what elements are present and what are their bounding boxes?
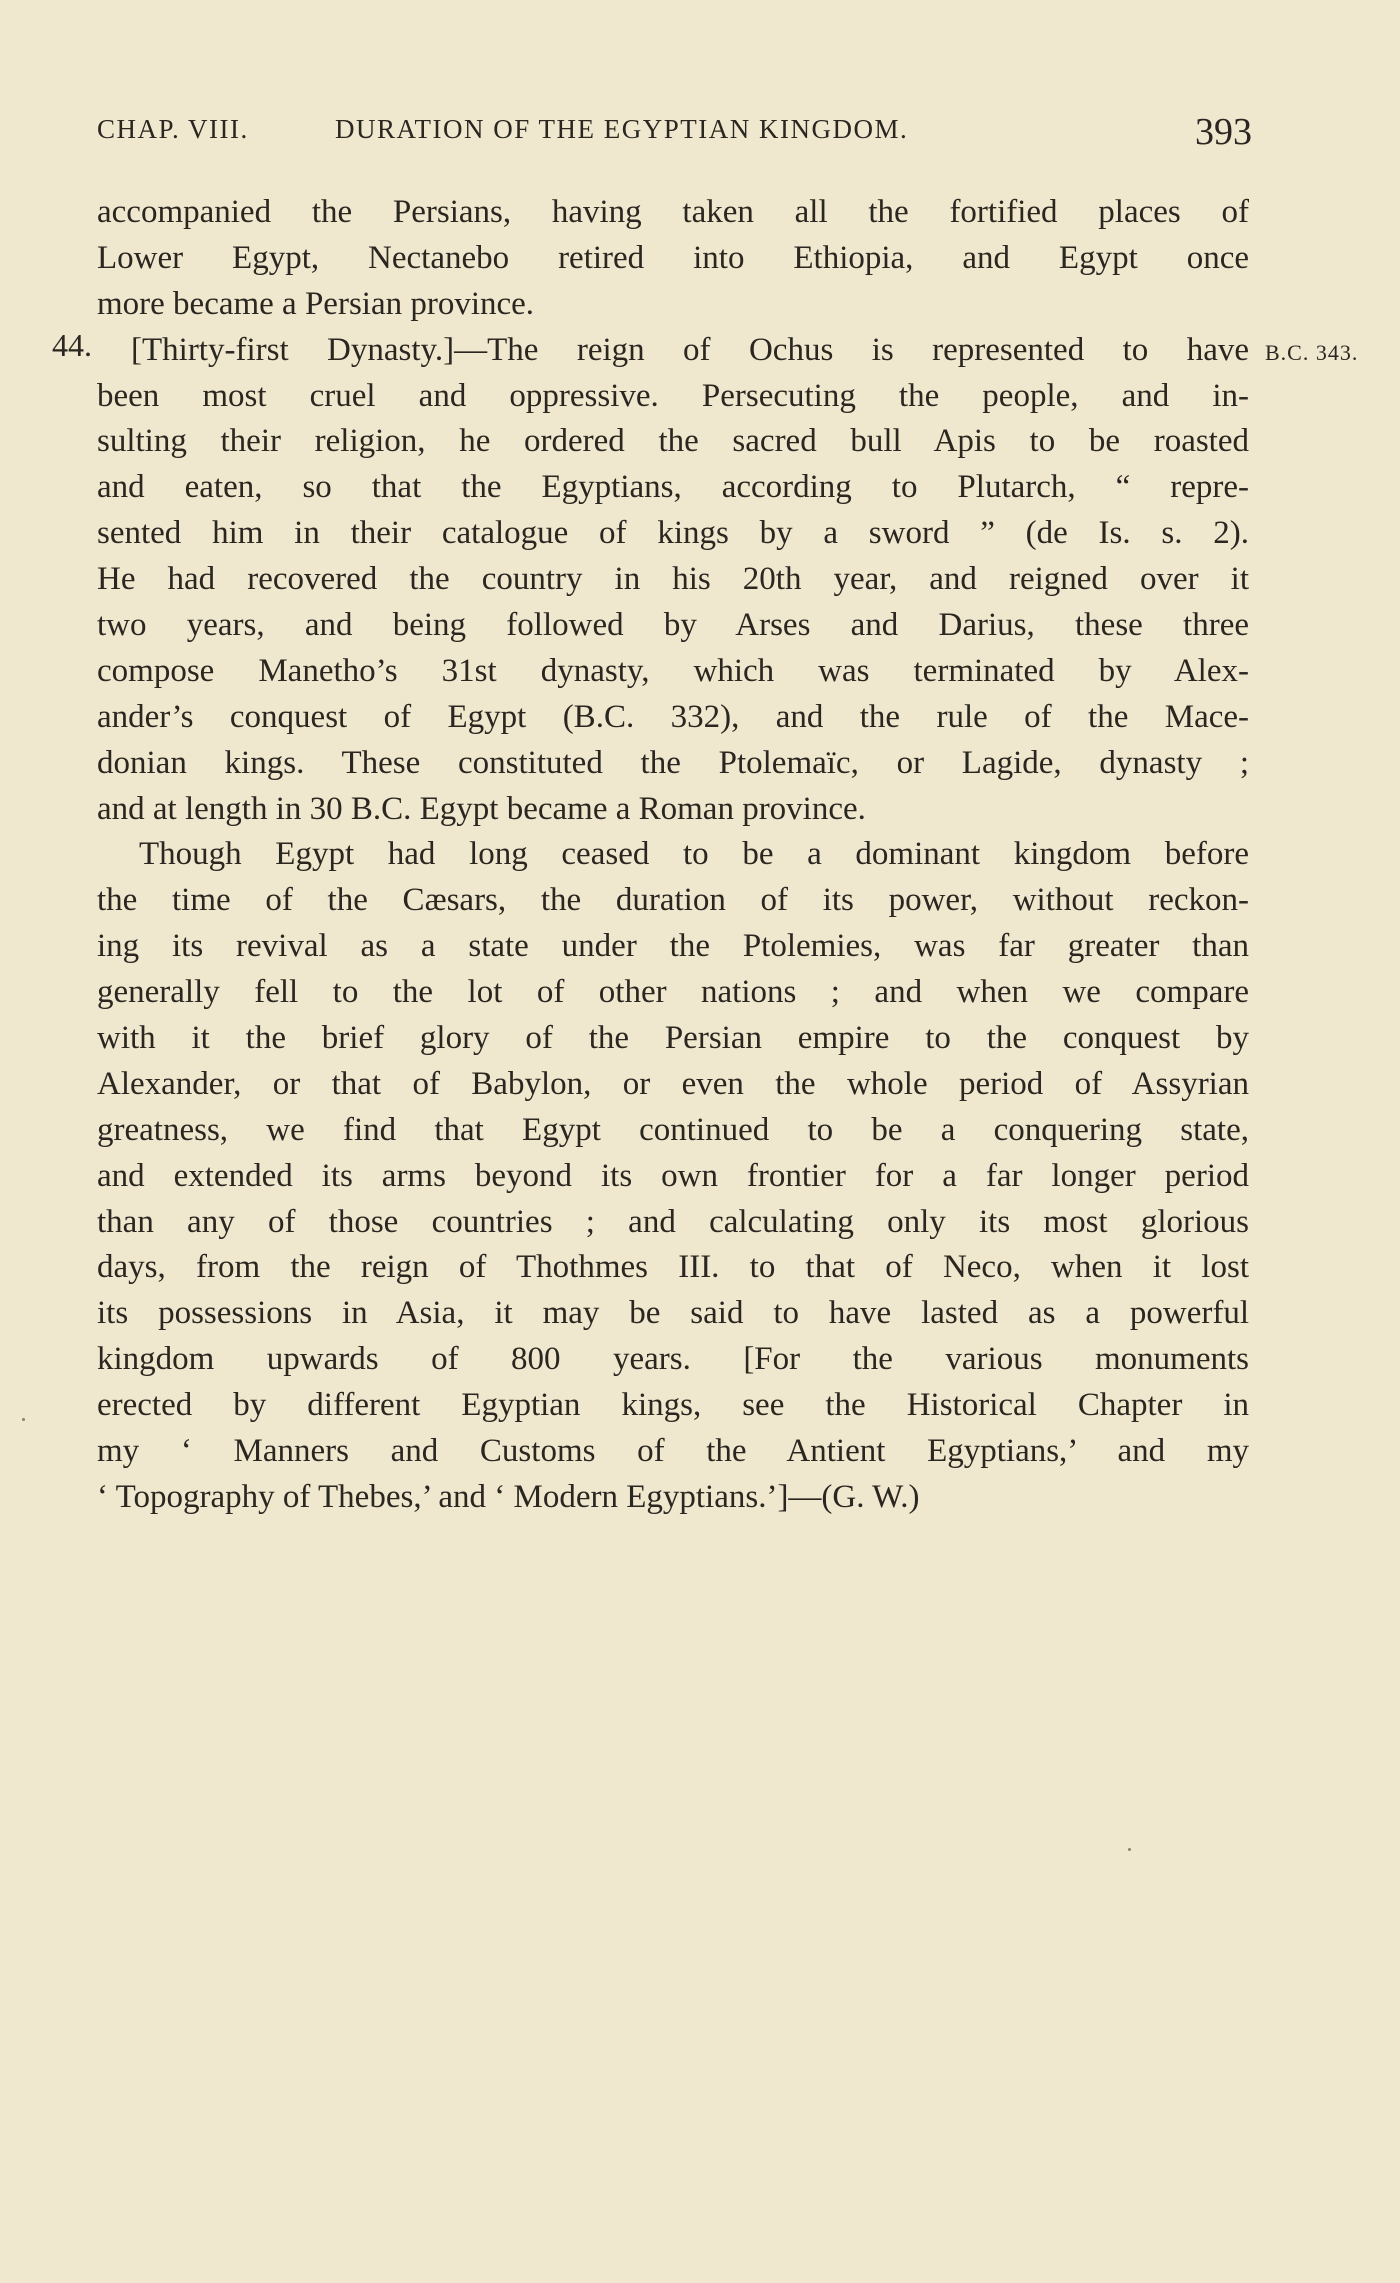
text-line: compose Manetho’s 31st dynasty, which was terminated by Alex- [97,652,1249,689]
text-line: greatness, we find that Egypt continued to be a conquering state, [97,1111,1249,1148]
text-line: with it the brief glory of the Persian empire to the conquest by [97,1020,1249,1057]
text-line: [Thirty-first Dynasty.]—The reign of Ochus is represented to have [131,331,1249,368]
text-line: Alexander, or that of Babylon, or even the whole period of Assyrian [97,1065,1249,1102]
text-line: the time of the Cæsars, the duration of its power, without reckon- [97,882,1249,919]
text-line: ‘ Topography of Thebes,’ and ‘ Modern Egyptians.’]—(G. W.) [97,1478,920,1515]
text-line: erected by different Egyptian kings, see the Historical Chapter in [97,1387,1249,1424]
text-line: and extended its arms beyond its own frontier for a far longer period [97,1157,1249,1194]
margin-date-note: B.C. 343. [1265,340,1359,365]
text-line: He had recovered the country in his 20th year, and reigned over it [97,561,1249,598]
chapter-label: CHAP. VIII. [97,114,249,144]
running-title: DURATION OF THE EGYPTIAN KINGDOM. [335,114,909,144]
text-line: my ‘ Manners and Customs of the Antient Egyptians,’ and my [97,1433,1249,1470]
text-line: than any of those countries ; and calculating only its most glorious [97,1203,1249,1240]
text-line: and at length in 30 B.C. Egypt became a Roman province. [97,790,866,827]
paper-speck [1128,1848,1131,1851]
paper-speck [22,1418,25,1421]
text-line: two years, and being followed by Arses and Darius, these three [97,607,1249,644]
text-line: sented him in their catalogue of kings by a sword ” (de Is. s. 2). [97,515,1249,552]
text-line: Though Egypt had long ceased to be a dominant kingdom before [139,836,1249,873]
text-line: kingdom upwards of 800 years. [For the various monuments [97,1341,1249,1378]
text-line: ing its revival as a state under the Ptolemies, was far greater than [97,928,1249,965]
text-line: donian kings. These constituted the Ptolemaïc, or Lagide, dynasty ; [97,744,1249,781]
text-line: and eaten, so that the Egyptians, according to Plutarch, “ repre- [97,469,1249,506]
section-number: 44. [52,327,92,363]
text-line: ander’s conquest of Egypt (B.C. 332), and the rule of the Mace- [97,698,1249,735]
body-text [97,190,1249,1521]
text-line: generally fell to the lot of other nations ; and when we compare [97,974,1249,1011]
text-line: more became a Persian province. [97,285,535,322]
text-line: Lower Egypt, Nectanebo retired into Ethiopia, and Egypt once [97,239,1249,276]
text-line: accompanied the Persians, having taken all the fortified places of [97,194,1249,230]
text-line: sulting their religion, he ordered the sacred bull Apis to be roasted [97,423,1249,460]
text-line: been most cruel and oppressive. Persecuting the people, and in- [97,377,1249,414]
page-number: 393 [1195,111,1252,153]
running-header [97,106,1262,154]
text-line: days, from the reign of Thothmes III. to that of Neco, when it lost [97,1249,1249,1286]
text-line: its possessions in Asia, it may be said to have lasted as a powerful [97,1295,1249,1332]
